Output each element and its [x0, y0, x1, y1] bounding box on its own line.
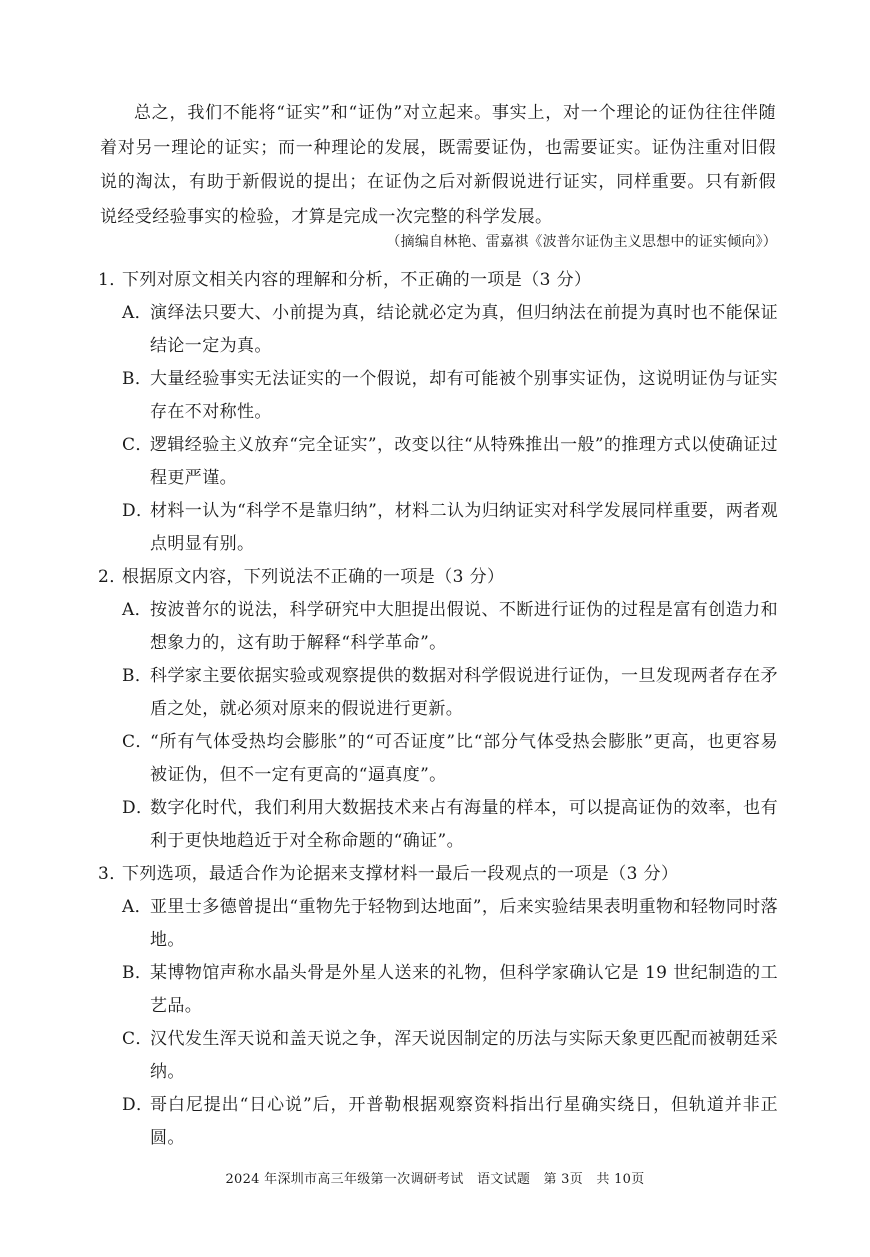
option-text: 数字化时代，我们利用大数据技术来占有海量的样本，可以提高证伪的效率，也有利于更快地趋近于对全称命题的“确证”。: [150, 798, 778, 851]
question-stem-text: 根据原文内容，下列说法不正确的一项是（3 分）: [122, 567, 505, 587]
question-stem: [98, 561, 778, 594]
option-c: [122, 1023, 778, 1089]
option-d: [122, 792, 778, 858]
option-b: [122, 363, 778, 429]
passage-paragraph: 总之，我们不能将“证实”和“证伪”对立起来。事实上，对一个理论的证伪往往伴随着对另一理论的证实；而一种理论的发展，既需要证伪，也需要证实。证伪注重对旧假说的淘汰，有助于新假说的提出；在证伪之后对新假说进行证实，同样重要。只有新假说经受经验事实的检验，才算是完成一次完整的科学发展。: [100, 103, 776, 227]
option-letter: C．: [122, 732, 153, 752]
question-stem-text: 下列选项，最适合作为论据来支撑材料一最后一段观点的一项是（3 分）: [122, 864, 679, 884]
option-letter: A．: [122, 897, 153, 917]
option-text: 科学家主要依据实验或观察提供的数据对科学假说进行证伪，一旦发现两者存在矛盾之处，就必须对原来的假说进行更新。: [150, 666, 778, 719]
option-letter: D．: [122, 798, 154, 818]
option-d: [122, 1089, 778, 1155]
option-letter: C．: [122, 435, 153, 455]
option-list: [98, 891, 778, 1155]
question-1: [98, 264, 778, 561]
option-letter: D．: [122, 1095, 154, 1115]
option-text: 材料一认为“科学不是靠归纳”，材料二认为归纳证实对科学发展同样重要，两者观点明显有别。: [150, 501, 778, 554]
option-letter: B．: [122, 666, 153, 686]
question-3: [98, 858, 778, 1155]
option-a: [122, 891, 778, 957]
option-text: 汉代发生浑天说和盖天说之争，浑天说因制定的历法与实际天象更匹配而被朝廷采纳。: [150, 1029, 778, 1082]
option-a: [122, 594, 778, 660]
option-b: [122, 660, 778, 726]
question-number: 3．: [98, 864, 127, 884]
option-text: 哥白尼提出“日心说”后，开普勒根据观察资料指出行星确实绕日，但轨道并非正圆。: [150, 1095, 778, 1148]
option-d: [122, 495, 778, 561]
option-text: 某博物馆声称水晶头骨是外星人送来的礼物，但科学家确认它是 19 世纪制造的工艺品。: [150, 963, 778, 1016]
option-c: [122, 726, 778, 792]
option-text: “所有气体受热均会膨胀”的“可否证度”比“部分气体受热会膨胀”更高，也更容易被证伪，但不一定有更高的“逼真度”。: [150, 732, 778, 785]
passage-source: （摘编自林艳、雷嘉祺《波普尔证伪主义思想中的证实倾向》）: [386, 234, 777, 250]
option-text: 演绎法只要大、小前提为真，结论就必定为真，但归纳法在前提为真时也不能保证结论一定为真。: [150, 303, 778, 356]
option-list: [98, 594, 778, 858]
option-text: 亚里士多德曾提出“重物先于轻物到达地面”，后来实验结果表明重物和轻物同时落地。: [150, 897, 778, 950]
option-text: 逻辑经验主义放弃“完全证实”，改变以往“从特殊推出一般”的推理方式以使确证过程更严谨。: [150, 435, 778, 488]
option-letter: D．: [122, 501, 154, 521]
question-stem: [98, 264, 778, 297]
question-number: 1．: [98, 270, 127, 290]
option-letter: A．: [122, 303, 153, 323]
option-list: [98, 297, 778, 561]
question-stem: [98, 858, 778, 891]
option-a: [122, 297, 778, 363]
question-stem-text: 下列对原文相关内容的理解和分析，不正确的一项是（3 分）: [122, 270, 592, 290]
option-letter: B．: [122, 369, 153, 389]
option-text: 按波普尔的说法，科学研究中大胆提出假说、不断进行证伪的过程是富有创造力和想象力的，这有助于解释“科学革命”。: [150, 600, 778, 653]
option-text: 大量经验事实无法证实的一个假说，却有可能被个别事实证伪，这说明证伪与证实存在不对称性。: [150, 369, 778, 422]
option-c: [122, 429, 778, 495]
page-footer: 2024 年深圳市高三年级第一次调研考试 语文试题 第 3页 共 10页: [225, 1172, 645, 1187]
option-letter: B．: [122, 963, 153, 983]
question-list: [98, 264, 778, 1155]
option-b: [122, 957, 778, 1023]
question-number: 2．: [98, 567, 127, 587]
option-letter: C．: [122, 1029, 153, 1049]
option-letter: A．: [122, 600, 153, 620]
question-2: [98, 561, 778, 858]
